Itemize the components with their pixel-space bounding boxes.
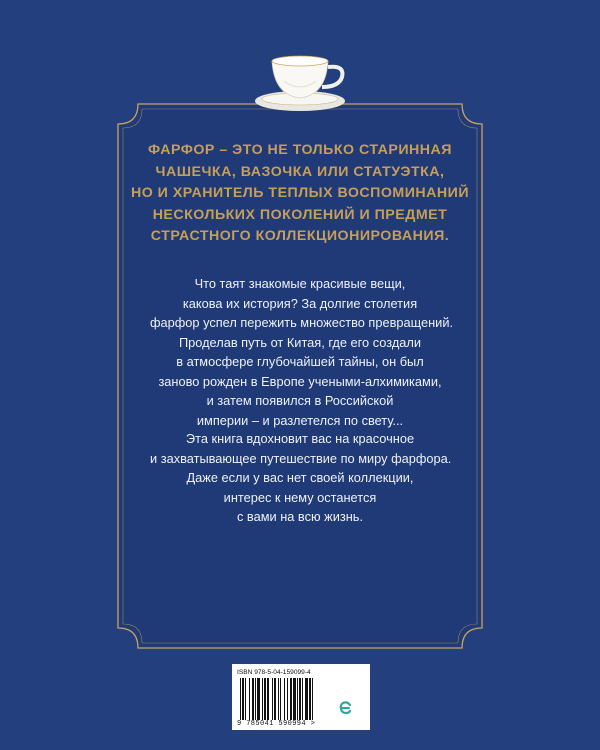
paragraph-line: Эта книга вдохновит вас на красочное: [185, 431, 415, 446]
barcode-bar: [249, 678, 250, 720]
paragraph-line: империи – и разлетелся по свету...: [196, 412, 404, 428]
barcode-bar: [302, 678, 303, 720]
paragraph-line: с вами на всю жизнь.: [236, 509, 364, 524]
publisher-logo-icon: [334, 696, 358, 720]
paragraph-line: заново рожден в Европе учеными-алхимиками,: [158, 373, 442, 389]
barcode-bar: [267, 678, 269, 720]
paragraph-line: фарфор успел пережить множество превращений.: [150, 315, 454, 330]
barcode-bar: [257, 678, 260, 720]
headline-line: ФАРФОР – ЭТО НЕ ТОЛЬКО СТАРИННАЯ: [148, 142, 452, 158]
barcode-digits: 9 785041 590994 >: [237, 720, 316, 728]
headline-line: ЧАШЕЧКА, ВАЗОЧКА ИЛИ СТАТУЭТКА,: [155, 163, 445, 180]
isbn-label: ISBN 978-5-04-159099-4: [237, 669, 311, 676]
paragraph-line: Проделав путь от Китая, где его создали: [178, 334, 422, 350]
barcode-bar: [287, 678, 288, 720]
barcode-bar: [274, 678, 276, 720]
barcode-bar: [299, 678, 301, 720]
paragraph-line: и затем появился в Российской: [206, 393, 394, 408]
barcode-bar: [245, 678, 246, 720]
teacup-illustration: [250, 43, 350, 119]
paragraph-line: и захватывающее путешествие по миру фарфора.: [150, 450, 452, 466]
barcode-bar: [297, 678, 298, 720]
headline: [130, 140, 470, 248]
description-paragraph-2: [150, 429, 450, 527]
barcode-bar: [309, 678, 311, 720]
barcode-bar: [280, 678, 281, 720]
headline-line: СТРАСТНОГО КОЛЛЕКЦИОНИРОВАНИЯ.: [150, 228, 450, 244]
barcode-bar: [278, 678, 279, 720]
barcode-bar: [240, 678, 241, 720]
barcode-bar: [305, 678, 308, 720]
paragraph-line: какова их история? За долгие столетия: [182, 295, 418, 311]
barcode-bar: [255, 678, 256, 720]
barcode-bar: [284, 678, 285, 720]
barcode-bar: [252, 678, 254, 720]
barcode-bar: [262, 678, 263, 720]
barcode-bar: [312, 678, 313, 720]
headline-line: НЕСКОЛЬКИХ ПОКОЛЕНИЙ И ПРЕДМЕТ: [152, 206, 448, 223]
paragraph-line: Даже если у вас нет своей коллекции,: [186, 470, 414, 485]
barcode-bar: [272, 678, 273, 720]
headline-line: НО И ХРАНИТЕЛЬ ТЕПЛЫХ ВОСПОМИНАНИЙ: [130, 185, 470, 201]
barcode-bar: [264, 678, 266, 720]
paragraph-line: Что таят знакомые красивые вещи,: [194, 276, 406, 291]
barcode-bars: [240, 678, 334, 720]
barcode-bar: [293, 678, 296, 720]
barcode-bar: [242, 678, 244, 720]
paragraph-line: интерес к нему останется: [223, 489, 377, 505]
description-paragraph-1: [150, 274, 454, 430]
paragraph-line: в атмосфере глубочайшей тайны, он был: [176, 354, 424, 369]
barcode-bar: [290, 678, 292, 720]
